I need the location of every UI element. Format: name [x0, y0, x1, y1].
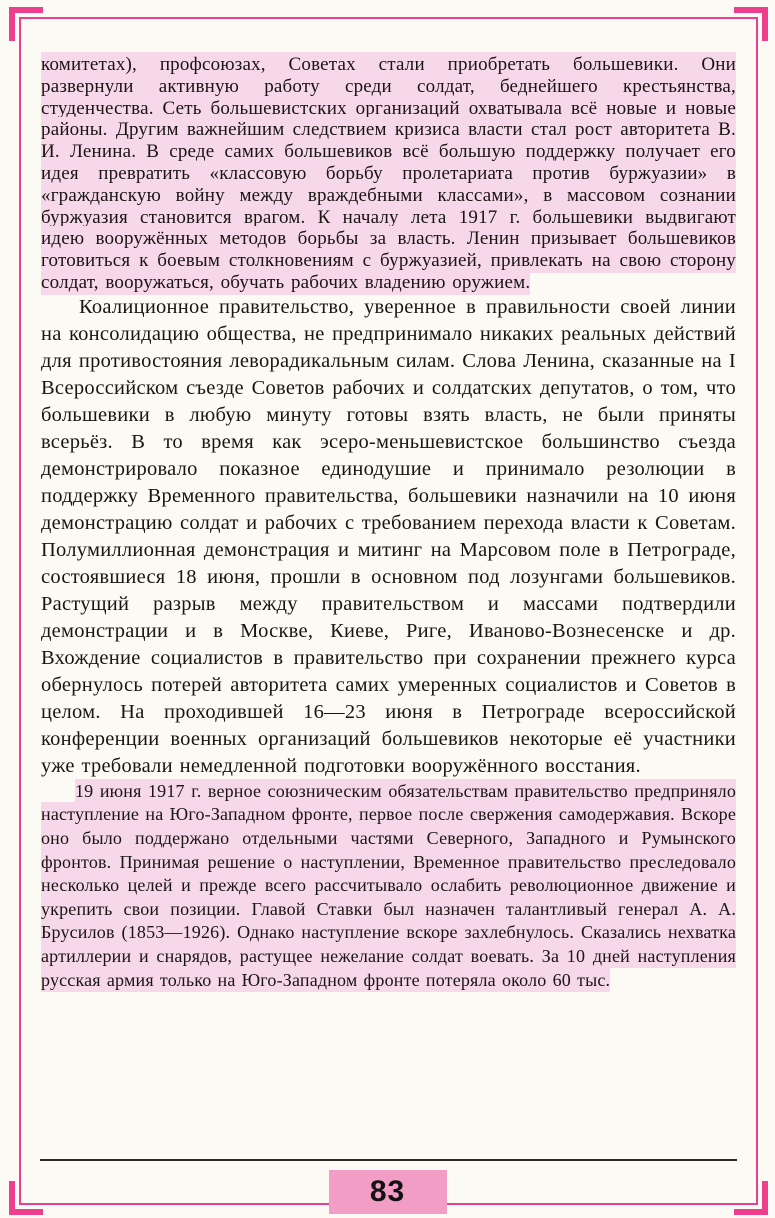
page-number-box — [329, 1170, 447, 1214]
corner-mark-top-right — [734, 7, 768, 41]
corner-mark-top-left — [9, 7, 43, 41]
highlighted-paragraph-continuation — [41, 54, 736, 294]
page-number: 83 — [369, 1175, 406, 1208]
corner-mark-bottom-left — [9, 1181, 43, 1215]
corner-mark-bottom-right — [734, 1181, 768, 1215]
highlighted-paragraph-events — [41, 780, 736, 992]
highlighted-text: 19 июня 1917 г. верное союзническим обязательствам правительство предприняло наступление на Юго-Западном фронте, первое после свержения самодержавия. Вскоре оно было поддержано отдельными частями Северного, Западного и Румынского фронтов. Принимая решение о наступлении, Временное правительство преследовало несколько целей и прежде всего рассчитывало ослабить революционное движение и укрепить свои позиции. Главой Ставки был назначен талантливый генерал А. А. Брусилов (1853—1926). Однако наступление вскоре захлебнулось. Сказались нехватка артиллерии и снарядов, растущее нежелание солдат воевать. За 10 дней наступления русская армия только на Юго-Западном фронте потеряла около 60 тыс. — [41, 780, 736, 990]
footer-divider — [40, 1159, 737, 1161]
text-column — [41, 54, 736, 992]
body-paragraph: Коалиционное правительство, уверенное в правильности своей линии на консолидацию общества, не предпринимало никаких реальных действий для противостояния леворадикальным силам. Слова Ленина, сказанные на I Всероссийском съезде Советов рабочих и солдатских депутатов, о том, что большевики в любую минуту готовы взять власть, не были приняты всерьёз. В то время как эсеро-меньшевистское большинство съезда демонстрировало показное единодушие и принимало резолюции в поддержку Временного правительства, большевики назначили на 10 июня демонстрацию солдат и рабочих с требованием перехода власти к Советам. Полумиллионная демонстрация и митинг на Марсовом поле в Петрограде, состоявшиеся 18 июня, прошли в основном под лозунгами большевиков. Растущий разрыв между правительством и массами подтвердили демонстрации и в Москве, Киеве, Риге, Иваново-Вознесенске и др. Вхождение социалистов в правительство при сохранении прежнего курса обернулось потерей авторитета самих умеренных социалистов и Советов в целом. На проходившей 16—23 июня в Петрограде всероссийской конференции военных организаций большевиков некоторые её участники уже требовали немедленной подготовки вооружённого восстания. — [41, 295, 736, 777]
highlighted-text: комитетах), профсоюзах, Советах стали приобретать большевики. Они развернули активную работу среди солдат, беднейшего крестьянства, студенчества. Сеть большевистских организаций охватывала всё новые и новые районы. Другим важнейшим следствием кризиса власти стал рост авторитета В. И. Ленина. В среде самих большевиков всё большую поддержку получает его идея превратить «классовую борьбу пролетариата против буржуазии» в «гражданскую войну между враждебными классами», в массовом сознании буржуазия становится врагом. К началу лета 1917 г. большевики выдвигают идею вооружённых методов борьбы за власть. Ленин призывает большевиков готовиться к боевым столкновениям с буржуазией, привлекать на свою сторону солдат, вооружаться, обучать рабочих владению оружием. — [41, 54, 736, 293]
